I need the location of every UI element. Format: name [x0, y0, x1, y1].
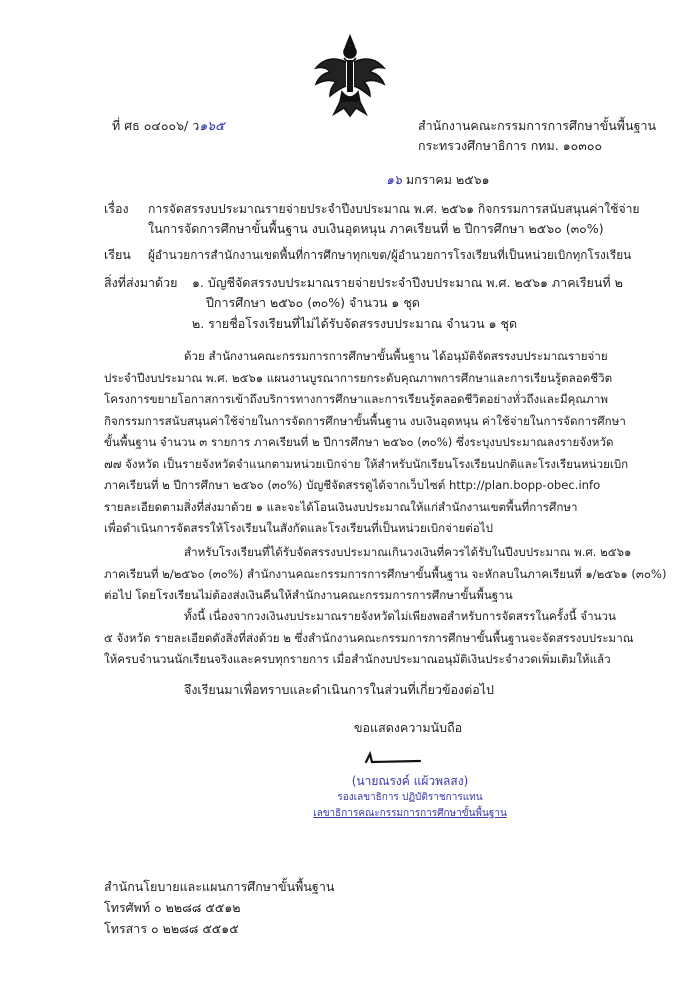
enclosures-label: สิ่งที่ส่งมาด้วย	[104, 275, 178, 290]
date-month-year: มกราคม ๒๕๖๑	[405, 172, 490, 187]
signer-title-1: รองเลขาธิการ ปฏิบัติราชการแทน	[337, 792, 483, 803]
signer-name: (นายณรงค์ แผ้วพลสง)	[351, 774, 469, 788]
paragraph-line: เพื่อดำเนินการจัดสรรให้โรงเรียนในสังกัดและโรงเรียนที่เป็นหน่วยเบิกจ่ายต่อไป	[104, 521, 493, 535]
subject-line-1: การจัดสรรงบประมาณรายจ่ายประจำปีงบประมาณ พ.ศ. ๒๕๖๑ กิจกรรมการสนับสนุนค่าใช้จ่าย	[148, 202, 640, 216]
subject-label: เรื่อง	[104, 201, 129, 216]
paragraph-line: ทั้งนี้ เนื่องจากวงเงินงบประมาณรายจังหวัดไม่เพียงพอสำหรับการจัดสรรในครั้งนี้ จำนวน	[184, 609, 616, 623]
body-paragraph-4: จึงเรียนมาเพื่อทราบและดำเนินการในส่วนที่เกี่ยวข้องต่อไป	[184, 682, 494, 697]
letter-date	[386, 170, 490, 190]
subject-line-2: ในการจัดการศึกษาขั้นพื้นฐาน งบเงินอุดหนุน ภาคเรียนที่ ๒ ปีการศึกษา ๒๕๖๐ (๓๐%)	[148, 221, 604, 236]
paragraph-line: ภาคเรียนที่ ๒/๒๕๖๐ (๓๐%) สำนักงานคณะกรรมการการศึกษาขั้นพื้นฐาน จะหักลบในภาคเรียนที่ ๑/๒๕๖๑ (๓๐%)	[104, 566, 667, 581]
doc-number-handwritten: ๑๖๕	[199, 118, 225, 133]
paragraph-line: กิจกรรมการสนับสนุนค่าใช้จ่ายในการจัดการศึกษาขั้นพื้นฐาน งบเงินอุดหนุน ค่าใช้จ่ายในการจัดการศึกษา	[104, 413, 626, 428]
paragraph-line: ต่อไป โดยโรงเรียนไม่ต้องส่งเงินคืนให้สำนักงานคณะกรรมการการศึกษาขั้นพื้นฐาน	[104, 588, 513, 602]
enclosure-item-2: ๒. รายชื่อโรงเรียนที่ไม่ได้รับจัดสรรงบประมาณ จำนวน ๑ ชุด	[192, 316, 518, 331]
paragraph-line: รายละเอียดตามสิ่งที่ส่งมาด้วย ๑ และจะได้โอนเงินงบประมาณให้แก่สำนักงานเขตพื้นที่การศึกษา	[104, 499, 578, 514]
footer-unit: สำนักนโยบายและแผนการศึกษาขั้นพื้นฐาน	[104, 879, 335, 894]
enclosure-item-1-line-2: ปีการศึกษา ๒๕๖๐ (๓๐%) จำนวน ๑ ชุด	[206, 295, 420, 310]
recipient-text: ผู้อำนวยการสำนักงานเขตพื้นที่การศึกษาทุกเขต/ผู้อำนวยการโรงเรียนที่เป็นหน่วยเบิกทุกโรงเรียน	[148, 248, 632, 262]
salutation: ขอแสดงความนับถือ	[354, 720, 463, 735]
paragraph-line: ภาคเรียนที่ ๒ ปีการศึกษา ๒๕๖๐ (๓๐%) บัญชีจัดสรรดูได้จากเว็บไซต์ http://plan.bopp-obec.info	[104, 478, 601, 492]
doc-number-prefix: ที่ ศธ ๐๔๐๐๖/ ว	[112, 118, 200, 133]
paragraph-line: ด้วย สำนักงานคณะกรรมการการศึกษาขั้นพื้นฐาน ได้อนุมัติจัดสรรงบประมาณรายจ่าย	[184, 349, 608, 363]
signer-title-2: เลขาธิการคณะกรรมการการศึกษาขั้นพื้นฐาน	[313, 808, 507, 819]
recipient-label: เรียน	[104, 247, 131, 262]
office-line-1: สำนักงานคณะกรรมการการศึกษาขั้นพื้นฐาน	[418, 118, 657, 133]
office-line-2: กระทรวงศึกษาธิการ กทม. ๑๐๓๐๐	[418, 138, 603, 153]
paragraph-line: ๗๗ จังหวัด เป็นรายจังหวัดจำแนกตามหน่วยเบิกจ่าย ให้สำหรับนักเรียนโรงเรียนปกติและโรงเรียนหน่วยเบิก	[104, 456, 629, 471]
paragraph-line: ขั้นพื้นฐาน จำนวน ๓ รายการ ภาคเรียนที่ ๒ ปีการศึกษา ๒๕๖๐ (๓๐%) ซึ่งระบุงบประมาณลงรายจังหวัด	[104, 435, 614, 449]
footer-phone: โทรศัพท์ ๐ ๒๒๘๘ ๕๕๑๒	[104, 900, 241, 915]
paragraph-line: สำหรับโรงเรียนที่ได้รับจัดสรรงบประมาณเกินวงเงินที่ควรได้รับในปีงบประมาณ พ.ศ. ๒๕๖๑	[184, 545, 632, 559]
footer-fax: โทรสาร ๐ ๒๒๘๘ ๕๕๑๕	[104, 921, 239, 936]
enclosure-item-1-line-1: ๑. บัญชีจัดสรรงบประมาณรายจ่ายประจำปีงบประมาณ พ.ศ. ๒๕๖๑ ภาคเรียนที่ ๒	[192, 275, 623, 290]
body-paragraph-2	[104, 542, 667, 607]
signature-icon	[360, 748, 430, 770]
signer-block	[290, 772, 530, 822]
garuda-emblem-icon	[310, 32, 390, 118]
date-day-handwritten: ๑๖	[386, 172, 402, 187]
doc-number	[112, 116, 225, 136]
paragraph-line: โครงการขยายโอกาสการเข้าถึงบริการทางการศึกษาและการเรียนรู้ตลอดชีวิตอย่างทั่วถึงและมีคุณภาพ	[104, 392, 608, 406]
paragraph-line: ประจำปีงบประมาณ พ.ศ. ๒๕๖๑ แผนงานบูรณาการยกระดับคุณภาพการศึกษาและการเรียนรู้ตลอดชีวิต	[104, 370, 613, 385]
body-paragraph-1	[104, 346, 629, 540]
paragraph-line: ให้ครบจำนวนนักเรียนจริงและครบทุกรายการ เมื่อสำนักงบประมาณอนุมัติเงินประจำงวดเพิ่มเติมให้แล้ว	[104, 652, 611, 666]
body-paragraph-3	[104, 606, 634, 671]
paragraph-line: ๕ จังหวัด รายละเอียดดังสิ่งที่ส่งด้วย ๒ ซึ่งสำนักงานคณะกรรมการการศึกษาขั้นพื้นฐานจะจัดสรรงบประมาณ	[104, 630, 634, 645]
